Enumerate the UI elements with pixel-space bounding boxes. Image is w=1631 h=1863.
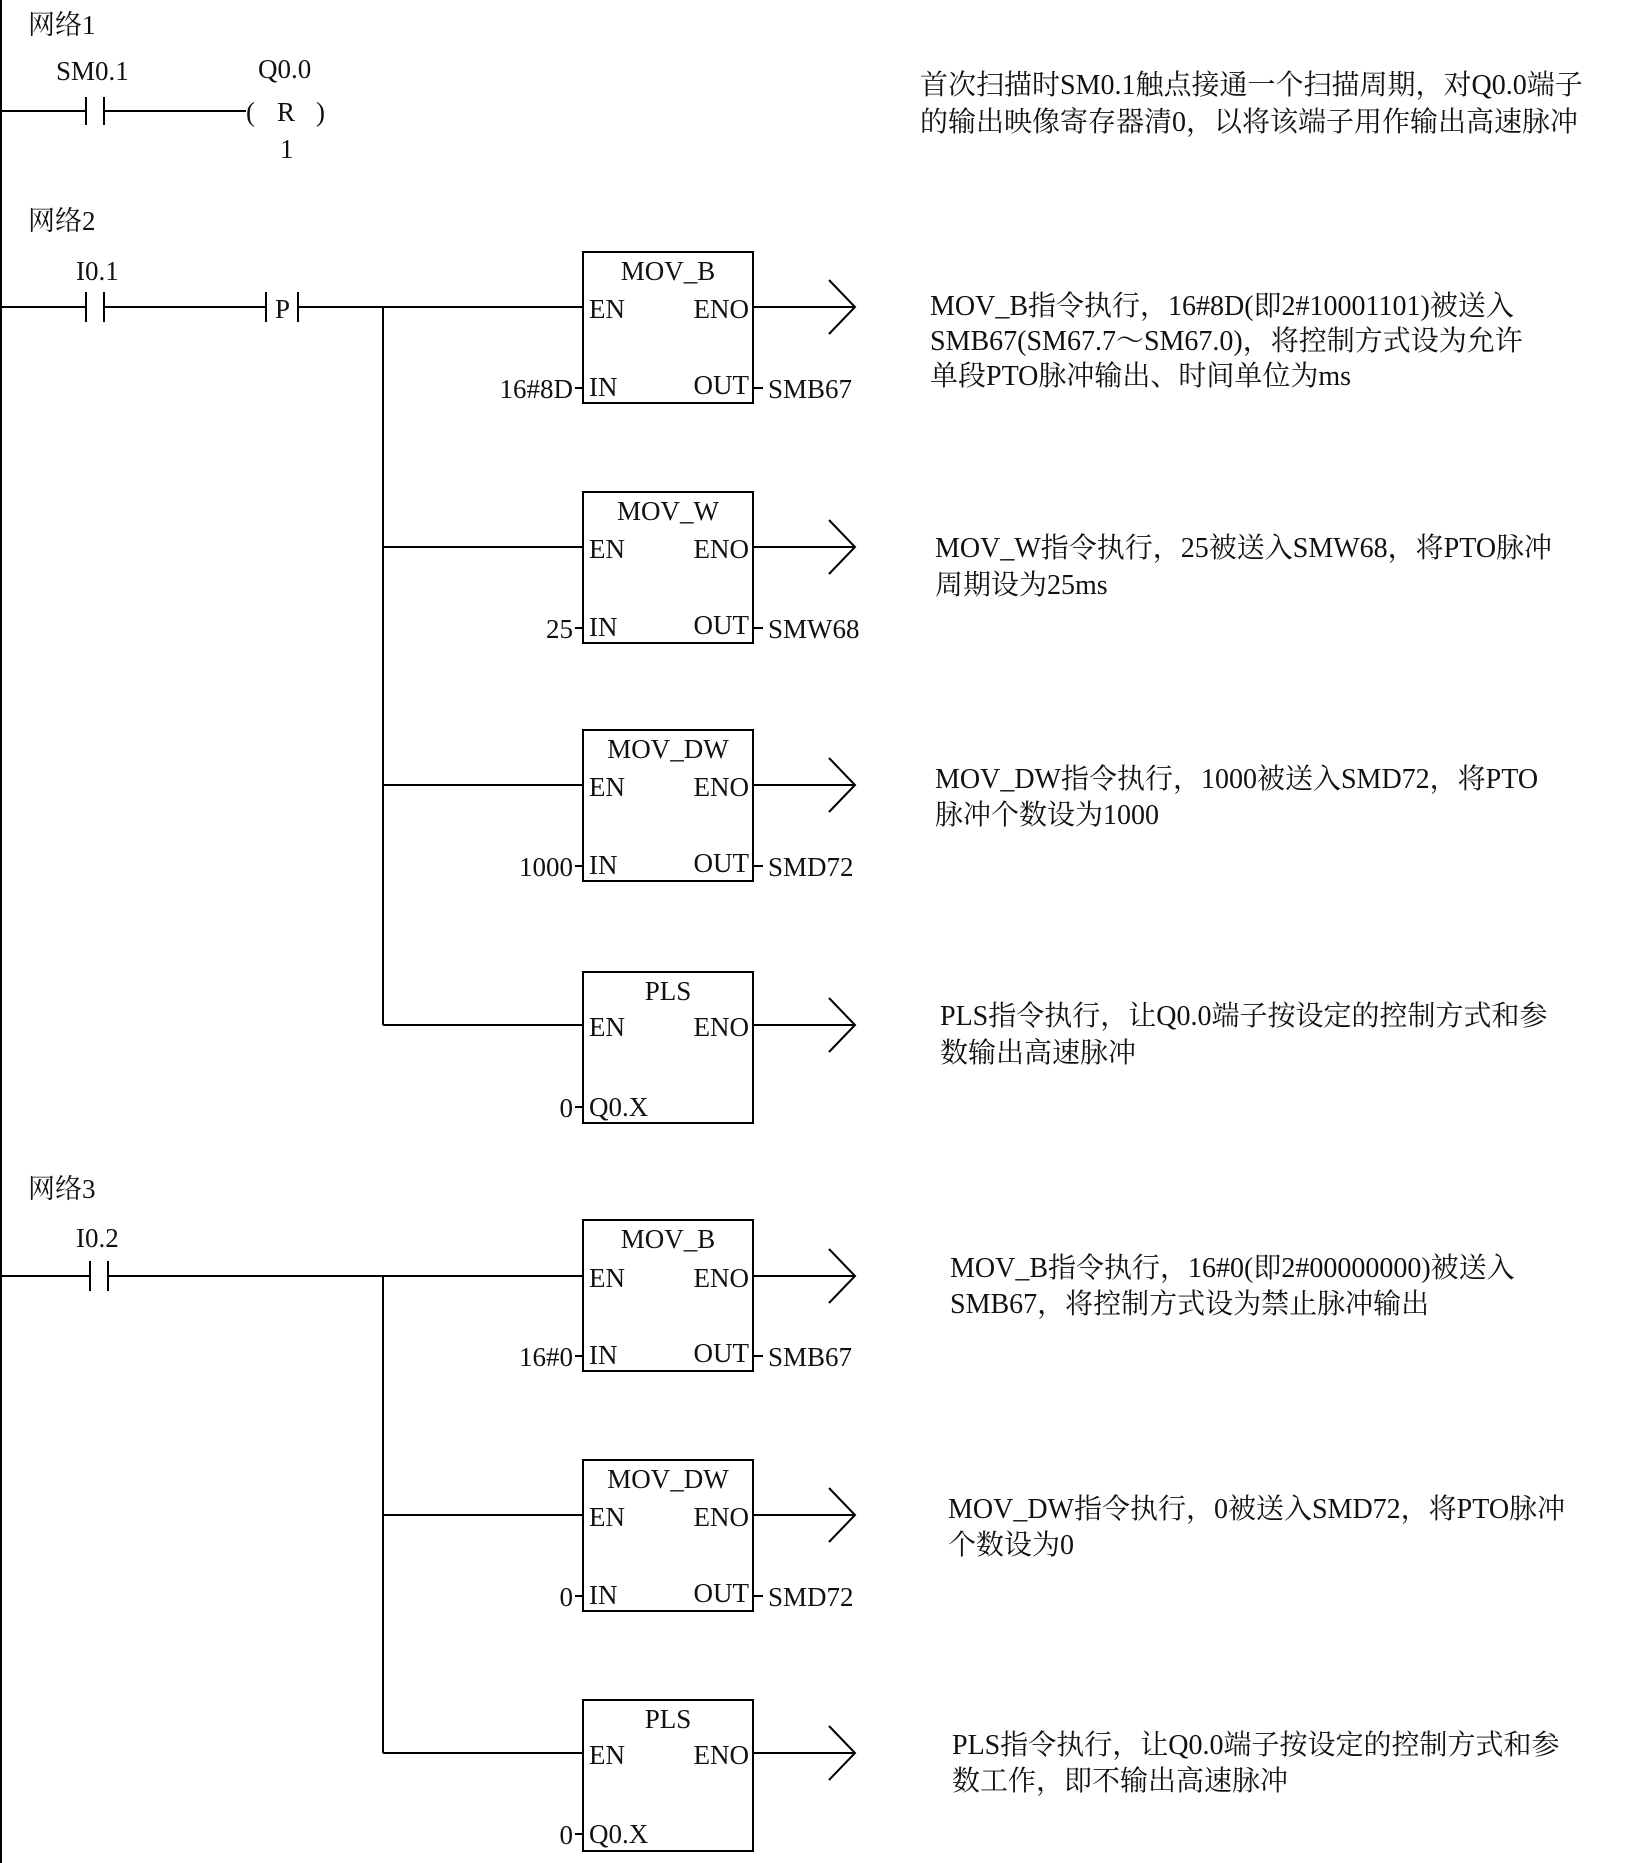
out-value: SMB67 [768, 1342, 853, 1372]
comment-line: 数工作，即不输出高速脉冲 [952, 1766, 1289, 1797]
pin-out: OUT [693, 1578, 749, 1608]
comment-line: PLS指令执行，让Q0.0端子按设定的控制方式和参 [940, 1001, 1548, 1032]
in-value: 16#0 [519, 1342, 573, 1372]
pin-en: EN [589, 772, 625, 802]
coil-count: 1 [280, 134, 294, 164]
network-1-comment [920, 69, 1583, 138]
comment-line: SMB67，将控制方式设为禁止脉冲输出 [950, 1289, 1430, 1320]
block-name: MOV_W [617, 496, 719, 526]
comment-line: MOV_DW指令执行，0被送入SMD72，将PTO脉冲 [948, 1494, 1566, 1525]
function-block-mov-b [383, 1220, 855, 1372]
pin-out: OUT [693, 1338, 749, 1368]
block-comment [930, 290, 1523, 392]
network-2-title: 网络2 [28, 206, 96, 236]
positive-edge-contact [266, 292, 298, 324]
in-value: 25 [546, 614, 573, 644]
pin-in: IN [589, 1580, 618, 1610]
in-value: 0 [559, 1582, 573, 1612]
function-block-mov-w [383, 492, 860, 644]
pin-in: IN [589, 850, 618, 880]
contact-i0-2-label: I0.2 [76, 1223, 119, 1253]
network-1-title: 网络1 [28, 10, 96, 40]
comment-line: 周期设为25ms [935, 570, 1108, 601]
contact-sm0-1-label: SM0.1 [56, 56, 129, 86]
pin-in: IN [589, 1340, 618, 1370]
function-block-pls [383, 1700, 855, 1851]
pin-out: OUT [693, 370, 749, 400]
block-name: MOV_DW [607, 1464, 729, 1494]
function-block-mov-b [383, 252, 855, 404]
contact-i0-1 [86, 292, 104, 322]
pin-en: EN [589, 294, 625, 324]
pin-eno: ENO [693, 1012, 749, 1042]
block-name: PLS [644, 1704, 692, 1734]
pin-en: EN [589, 1012, 625, 1042]
block-name: MOV_DW [607, 734, 729, 764]
pin-in: IN [589, 612, 618, 642]
contact-sm0-1 [86, 97, 104, 125]
block-comment [948, 1493, 1565, 1561]
coil-close-paren: ) [316, 97, 325, 127]
pin-en: EN [589, 1740, 625, 1770]
function-block-mov-dw [383, 1460, 855, 1612]
in-value: 0 [559, 1820, 573, 1850]
pin-eno: ENO [693, 1263, 749, 1293]
pin-en: EN [589, 1502, 625, 1532]
block-comment [935, 763, 1538, 831]
comment-line: 个数设为0 [948, 1530, 1075, 1561]
pin-out: OUT [693, 610, 749, 640]
pin-eno: ENO [693, 1502, 749, 1532]
in-value: 0 [559, 1093, 573, 1123]
function-block-mov-dw [383, 730, 855, 882]
out-value: SMD72 [768, 852, 854, 882]
block-comment [935, 532, 1552, 601]
contact-i0-1-label: I0.1 [76, 256, 119, 286]
pin-eno: ENO [693, 772, 749, 802]
comment-line: 单段PTO脉冲输出、时间单位为ms [930, 361, 1352, 392]
contact-i0-2 [90, 1261, 108, 1291]
comment-line: 数输出高速脉冲 [940, 1038, 1137, 1069]
block-name: PLS [644, 976, 692, 1006]
coil-open-paren: ( [246, 97, 255, 127]
comment-line: 的输出映像寄存器清0，以将该端子用作输出高速脉冲 [920, 107, 1579, 138]
pin-en: EN [589, 1263, 625, 1293]
comment-line: MOV_B指令执行，16#8D(即2#10001101)被送入 [930, 291, 1514, 322]
out-value: SMB67 [768, 374, 853, 404]
out-value: SMW68 [768, 614, 860, 644]
in-value: 16#8D [499, 374, 573, 404]
comment-line: PLS指令执行，让Q0.0端子按设定的控制方式和参 [952, 1730, 1560, 1761]
block-name: MOV_B [620, 256, 716, 286]
comment-line: 脉冲个数设为1000 [935, 800, 1160, 831]
network-1 [1, 10, 1583, 164]
pin-q0x: Q0.X [589, 1092, 649, 1122]
comment-line: 首次扫描时SM0.1触点接通一个扫描周期，对Q0.0端子 [920, 70, 1583, 101]
block-comment [940, 1000, 1547, 1069]
network-3-title: 网络3 [28, 1174, 96, 1204]
coil-type: R [277, 97, 296, 127]
coil-q0-0-label: Q0.0 [258, 54, 312, 84]
pin-en: EN [589, 534, 625, 564]
pin-eno: ENO [693, 1740, 749, 1770]
comment-line: MOV_DW指令执行，1000被送入SMD72，将PTO [935, 764, 1539, 795]
function-block-pls [383, 972, 855, 1123]
in-value: 1000 [519, 852, 573, 882]
pin-eno: ENO [693, 294, 749, 324]
network-2 [1, 206, 1552, 1123]
coil-q0-0 [246, 97, 325, 127]
pin-eno: ENO [693, 534, 749, 564]
comment-line: MOV_B指令执行，16#0(即2#00000000)被送入 [950, 1253, 1515, 1284]
pin-out: OUT [693, 848, 749, 878]
pin-in: IN [589, 372, 618, 402]
comment-line: MOV_W指令执行，25被送入SMW68，将PTO脉冲 [935, 533, 1553, 564]
comment-line: SMB67(SM67.7～SM67.0)，将控制方式设为允许 [930, 326, 1523, 357]
block-comment [952, 1729, 1559, 1797]
out-value: SMD72 [768, 1582, 854, 1612]
network-3 [1, 1174, 1565, 1851]
block-comment [950, 1252, 1515, 1320]
block-name: MOV_B [620, 1224, 716, 1254]
edge-label: P [275, 294, 291, 324]
pin-q0x: Q0.X [589, 1819, 649, 1849]
